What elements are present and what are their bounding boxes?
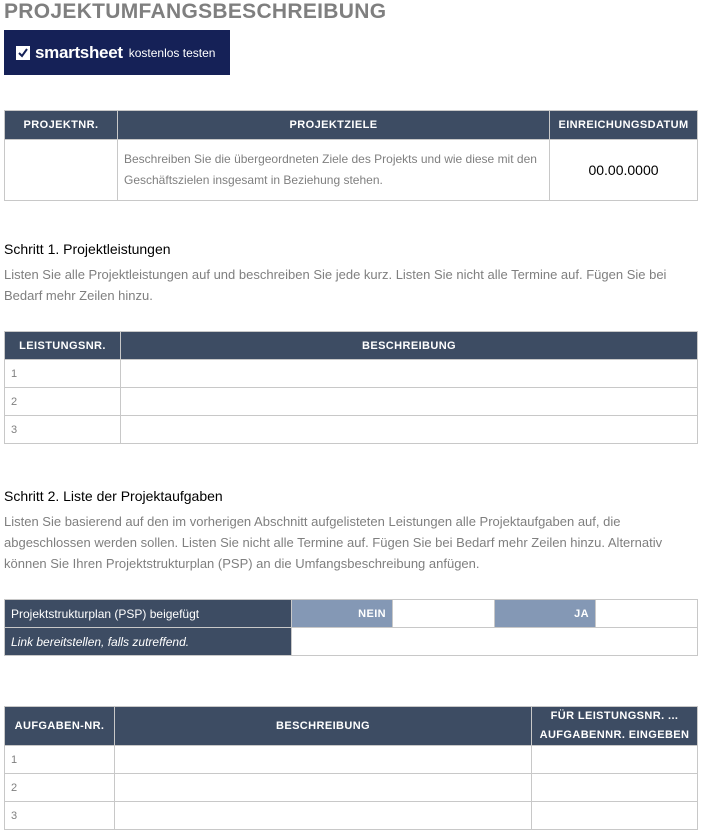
header-submission-date: EINREICHUNGSDATUM [550, 111, 698, 140]
checkmark-logo-icon [16, 46, 30, 60]
tasks-table [4, 706, 698, 830]
project-overview-table [4, 110, 698, 201]
task-deliverable-ref[interactable] [532, 802, 698, 830]
project-number-cell[interactable] [5, 140, 118, 201]
step2-heading: Schritt 2. Liste der Projektaufgaben [4, 488, 223, 504]
wbs-no-label: NEIN [292, 600, 393, 628]
deliverable-description[interactable] [121, 388, 698, 416]
header-deliverable-description: BESCHREIBUNG [121, 332, 698, 360]
deliverable-number[interactable]: 1 [5, 360, 121, 388]
table-row [5, 388, 698, 416]
page-title: PROJEKTUMFANGSBESCHREIBUNG [4, 0, 387, 23]
task-number[interactable]: 3 [5, 802, 115, 830]
task-description[interactable] [115, 746, 532, 774]
task-number[interactable]: 1 [5, 746, 115, 774]
wbs-link-label: Link bereitstellen, falls zutreffend. [5, 628, 292, 656]
task-description[interactable] [115, 774, 532, 802]
wbs-attachment-table [4, 599, 698, 656]
wbs-link-input[interactable] [292, 628, 698, 656]
table-row [5, 360, 698, 388]
wbs-attached-label: Projektstrukturplan (PSP) beigefügt [5, 600, 292, 628]
submission-date-cell[interactable]: 00.00.0000 [550, 140, 698, 201]
header-task-description: BESCHREIBUNG [115, 707, 532, 746]
header-deliverable-reference: FÜR LEISTUNGSNR. ... AUFGABENNR. EINGEBEN [532, 707, 698, 746]
brand-name: smartsheet [35, 42, 123, 62]
task-deliverable-ref[interactable] [532, 746, 698, 774]
table-row [5, 802, 698, 830]
task-number[interactable]: 2 [5, 774, 115, 802]
table-row [5, 774, 698, 802]
step2-description: Listen Sie basierend auf den im vorherigen Abschnitt aufgelisteten Leistungen alle Projektaufgaben auf, die abgeschlossen werden sollen. Listen Sie nicht alle Termine auf. Fügen Sie bei Bedarf mehr Zeilen hinzu. Alternativ können Sie Ihren Projektstrukturplan (PSP) an die Umfangsbeschreibung anfügen. [4, 514, 663, 571]
step1-description: Listen Sie alle Projektleistungen auf und beschreiben Sie jede kurz. Listen Sie nicht alle Termine auf. Fügen Sie bei Bedarf mehr Zeilen hinzu. [4, 267, 667, 303]
deliverable-description[interactable] [121, 416, 698, 444]
deliverables-table [4, 331, 698, 444]
table-row [5, 416, 698, 444]
deliverable-number[interactable]: 2 [5, 388, 121, 416]
header-project-number: PROJEKTNR. [5, 111, 118, 140]
smartsheet-banner[interactable] [4, 30, 230, 75]
table-row [5, 746, 698, 774]
project-goals-cell[interactable]: Beschreiben Sie die übergeordneten Ziele des Projekts und wie diese mit den Geschäftszielen insgesamt in Beziehung stehen. [118, 140, 550, 201]
task-description[interactable] [115, 802, 532, 830]
step1-heading: Schritt 1. Projektleistungen [4, 241, 171, 257]
wbs-yes-checkbox[interactable] [596, 600, 698, 628]
brand-cta: kostenlos testen [128, 45, 216, 60]
header-project-goals: PROJEKTZIELE [118, 111, 550, 140]
header-deliverable-number: LEISTUNGSNR. [5, 332, 121, 360]
wbs-no-checkbox[interactable] [393, 600, 495, 628]
task-deliverable-ref[interactable] [532, 774, 698, 802]
header-task-number: AUFGABEN-NR. [5, 707, 115, 746]
deliverable-number[interactable]: 3 [5, 416, 121, 444]
wbs-yes-label: JA [495, 600, 596, 628]
deliverable-description[interactable] [121, 360, 698, 388]
